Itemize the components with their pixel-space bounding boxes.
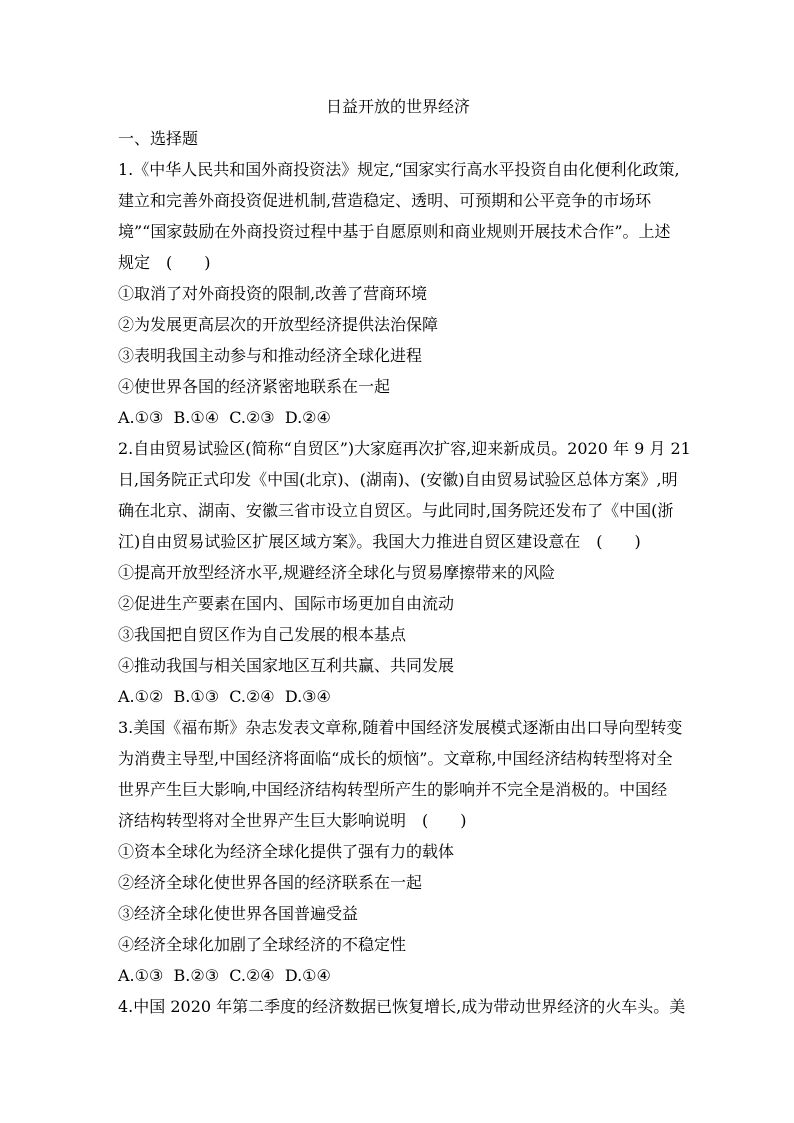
text-line: 确在北京、湖南、安徽三省市设立自贸区。与此同时,国务院还发布了《中国(浙 xyxy=(118,501,674,520)
text-line: 日,国务院正式印发《中国(北京)、(湖南)、(安徽)自由贸易试验区总体方案》,明 xyxy=(118,470,678,489)
option-line: ①提高开放型经济水平,规避经济全球化与贸易摩擦带来的风险 xyxy=(118,563,556,582)
option-line: ③经济全球化使世界各国普遍受益 xyxy=(118,904,359,923)
option-line: ③我国把自贸区作为自己发展的根本基点 xyxy=(118,625,407,644)
option-line: ④使世界各国的经济紧密地联系在一起 xyxy=(118,377,391,396)
option-line: ③表明我国主动参与和推动经济全球化进程 xyxy=(118,346,423,365)
text-line: 规定 ( ) xyxy=(118,253,211,272)
option-line: ①取消了对外商投资的限制,改善了营商环境 xyxy=(118,284,428,303)
option-line: ②促进生产要素在国内、国际市场更加自由流动 xyxy=(118,594,455,613)
text-line: 3.美国《福布斯》杂志发表文章称,随着中国经济发展模式逐渐由出口导向型转变 xyxy=(118,718,683,737)
section-heading: 一、选择题 xyxy=(118,129,199,148)
option-line: ①资本全球化为经济全球化提供了强有力的载体 xyxy=(118,842,455,861)
text-line: 世界产生巨大影响,中国经济结构转型所产生的影响并不完全是消极的。中国经 xyxy=(118,780,668,799)
text-line: 江)自由贸易试验区扩展区域方案》。我国大力推进自贸区建设意在 ( ) xyxy=(118,532,641,551)
text-line: 建立和完善外商投资促进机制,营造稳定、透明、可预期和公平竞争的市场环 xyxy=(118,191,652,210)
option-line: ④推动我国与相关国家地区互利共赢、共同发展 xyxy=(118,656,455,675)
text-line: 4.中国 2020 年第二季度的经济数据已恢复增长,成为带动世界经济的火车头。美 xyxy=(118,997,686,1016)
answer-choices: A.①③ B.②③ C.②④ D.①④ xyxy=(118,966,331,985)
option-line: ④经济全球化加剧了全球经济的不稳定性 xyxy=(118,935,407,954)
text-line: 1.《中华人民共和国外商投资法》规定,“国家实行高水平投资自由化便利化政策, xyxy=(118,160,680,179)
answer-choices: A.①③ B.①④ C.②③ D.②④ xyxy=(118,408,331,427)
option-line: ②为发展更高层次的开放型经济提供法治保障 xyxy=(118,315,439,334)
option-line: ②经济全球化使世界各国的经济联系在一起 xyxy=(118,873,423,892)
text-line: 为消费主导型,中国经济将面临“成长的烦恼”。文章称,中国经济结构转型将对全 xyxy=(118,749,673,768)
answer-choices: A.①② B.①③ C.②④ D.③④ xyxy=(118,687,331,706)
document-body xyxy=(118,154,691,1022)
text-line: 2.自由贸易试验区(简称“自贸区”)大家庭再次扩容,迎来新成员。2020 年 9 月 21 xyxy=(118,439,691,458)
text-line: 济结构转型将对全世界产生巨大影响说明 ( ) xyxy=(118,811,467,830)
document-title: 日益开放的世界经济 xyxy=(325,97,470,116)
text-line: 境”“国家鼓励在外商投资过程中基于自愿原则和商业规则开展技术合作”。上述 xyxy=(118,222,671,241)
